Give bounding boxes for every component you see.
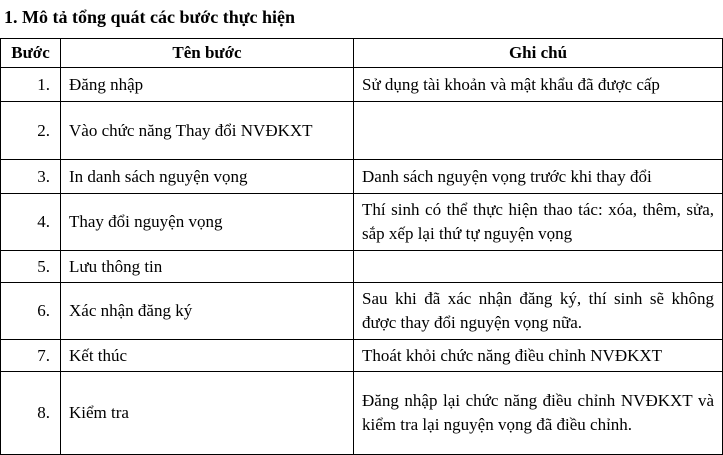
step-number: 7. (1, 340, 61, 372)
steps-table (0, 38, 723, 455)
step-name: Thay đổi nguyện vọng (61, 194, 354, 251)
table-row (1, 251, 723, 283)
step-number: 1. (1, 68, 61, 102)
section-title: 1. Mô tả tổng quát các bước thực hiện (4, 7, 296, 27)
step-note: Sau khi đã xác nhận đăng ký, thí sinh sẽ không được thay đổi nguyện vọng nữa. (354, 283, 723, 340)
step-number: 3. (1, 160, 61, 194)
step-name: In danh sách nguyện vọng (61, 160, 354, 194)
step-note: Thoát khỏi chức năng điều chỉnh NVĐKXT (354, 340, 723, 372)
header-name: Tên bước (61, 39, 354, 68)
step-name: Xác nhận đăng ký (61, 283, 354, 340)
table-row (1, 372, 723, 455)
table-header-row (1, 39, 723, 68)
step-name: Đăng nhập (61, 68, 354, 102)
step-number: 6. (1, 283, 61, 340)
step-name: Vào chức năng Thay đổi NVĐKXT (61, 102, 354, 160)
step-number: 5. (1, 251, 61, 283)
table-row (1, 194, 723, 251)
step-note (354, 102, 723, 160)
step-note: Thí sinh có thể thực hiện thao tác: xóa, thêm, sửa, sắp xếp lại thứ tự nguyện vọng (354, 194, 723, 251)
table-row (1, 68, 723, 102)
header-step: Bước (1, 39, 61, 68)
table-row (1, 283, 723, 340)
table-row (1, 102, 723, 160)
step-note: Đăng nhập lại chức năng điều chỉnh NVĐKXT và kiểm tra lại nguyện vọng đã điều chỉnh. (354, 372, 723, 455)
step-number: 8. (1, 372, 61, 455)
table-row (1, 160, 723, 194)
step-note: Sử dụng tài khoản và mật khẩu đã được cấp (354, 68, 723, 102)
header-note: Ghi chú (354, 39, 723, 68)
step-note (354, 251, 723, 283)
step-number: 2. (1, 102, 61, 160)
step-name: Kiểm tra (61, 372, 354, 455)
step-number: 4. (1, 194, 61, 251)
table-row (1, 340, 723, 372)
step-note: Danh sách nguyện vọng trước khi thay đổi (354, 160, 723, 194)
step-name: Kết thúc (61, 340, 354, 372)
step-name: Lưu thông tin (61, 251, 354, 283)
